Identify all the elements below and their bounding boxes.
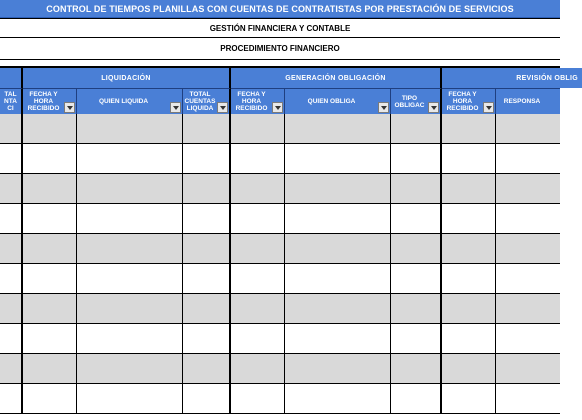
group-header-liquidacion: LIQUIDACIÓN [23, 68, 231, 88]
table-cell[interactable] [391, 324, 442, 354]
column-header-fecha-hora-recibido-generacion[interactable] [231, 88, 285, 114]
table-cell[interactable] [442, 324, 496, 354]
table-cell[interactable] [0, 144, 23, 174]
column-label: TAL NTA CI [4, 91, 17, 112]
table-cell[interactable] [231, 174, 285, 204]
table-row [0, 294, 560, 324]
table-cell[interactable] [77, 384, 183, 414]
table-cell[interactable] [442, 144, 496, 174]
filter-dropdown-icon[interactable] [378, 102, 389, 113]
table-cell[interactable] [183, 234, 231, 264]
table-cell[interactable] [77, 354, 183, 384]
column-header-fecha-hora-recibido-liquidacion[interactable] [23, 88, 77, 114]
table-cell[interactable] [391, 294, 442, 324]
spacer-row [0, 60, 560, 68]
column-header-tipo-obligacion[interactable] [391, 88, 442, 114]
table-cell[interactable] [442, 294, 496, 324]
table-cell[interactable] [496, 144, 560, 174]
table-cell[interactable] [285, 384, 391, 414]
table-row [0, 204, 560, 234]
table-cell[interactable] [231, 294, 285, 324]
table-cell[interactable] [442, 264, 496, 294]
table-cell[interactable] [285, 264, 391, 294]
table-cell[interactable] [23, 204, 77, 234]
table-cell[interactable] [285, 294, 391, 324]
table-cell[interactable] [285, 144, 391, 174]
table-cell[interactable] [0, 294, 23, 324]
table-cell[interactable] [0, 114, 23, 144]
table-cell[interactable] [391, 264, 442, 294]
table-cell[interactable] [183, 114, 231, 144]
table-cell[interactable] [285, 234, 391, 264]
table-cell[interactable] [183, 144, 231, 174]
filter-dropdown-icon[interactable] [483, 102, 494, 113]
table-cell[interactable] [0, 354, 23, 384]
table-cell[interactable] [77, 114, 183, 144]
table-cell[interactable] [0, 204, 23, 234]
table-cell[interactable] [496, 234, 560, 264]
table-cell[interactable] [77, 264, 183, 294]
table-row [0, 354, 560, 384]
table-cell[interactable] [77, 234, 183, 264]
group-header-generacion-obligacion: GENERACIÓN OBLIGACIÓN [231, 68, 442, 88]
table-cell[interactable] [496, 204, 560, 234]
table-cell[interactable] [496, 264, 560, 294]
group-header-revision-obligacion: REVISIÓN OBLIG [442, 68, 582, 88]
column-label: QUIEN OBLIGA [307, 98, 356, 105]
table-row [0, 384, 560, 420]
table-cell[interactable] [183, 174, 231, 204]
table-cell[interactable] [391, 234, 442, 264]
table-cell[interactable] [183, 354, 231, 384]
column-header-fecha-hora-recibido-revision[interactable] [442, 88, 496, 114]
table-cell[interactable] [391, 114, 442, 144]
table-cell[interactable] [231, 324, 285, 354]
filter-dropdown-icon[interactable] [272, 102, 283, 113]
table-cell[interactable] [442, 234, 496, 264]
column-header-total-cuentas-liquidadas[interactable] [183, 88, 231, 114]
table-cell[interactable] [285, 324, 391, 354]
table-cell[interactable] [442, 174, 496, 204]
table-cell[interactable] [285, 114, 391, 144]
table-cell[interactable] [442, 384, 496, 414]
table-cell[interactable] [0, 174, 23, 204]
table-cell[interactable] [496, 294, 560, 324]
table-cell[interactable] [231, 264, 285, 294]
column-header-total-cuenta[interactable] [0, 88, 23, 114]
table-cell[interactable] [23, 384, 77, 414]
filter-dropdown-icon[interactable] [64, 102, 75, 113]
table-cell[interactable] [183, 294, 231, 324]
table-cell[interactable] [231, 384, 285, 414]
column-label: FECHA Y HORA RECIBIDO [235, 91, 268, 112]
table-cell[interactable] [442, 354, 496, 384]
column-header-quien-liquida[interactable] [77, 88, 183, 114]
table-cell[interactable] [496, 324, 560, 354]
table-cell[interactable] [183, 264, 231, 294]
table-cell[interactable] [77, 204, 183, 234]
table-cell[interactable] [77, 324, 183, 354]
table-cell[interactable] [391, 144, 442, 174]
column-header-quien-obliga[interactable] [285, 88, 391, 114]
filter-dropdown-icon[interactable] [170, 102, 181, 113]
table-cell[interactable] [231, 114, 285, 144]
filter-dropdown-icon[interactable] [217, 102, 228, 113]
table-cell[interactable] [496, 174, 560, 204]
table-cell[interactable] [496, 354, 560, 384]
table-cell[interactable] [183, 204, 231, 234]
table-cell[interactable] [231, 144, 285, 174]
table-cell[interactable] [285, 204, 391, 234]
sheet-subtitle-procedure: PROCEDIMIENTO FINANCIERO [0, 38, 560, 60]
column-header-responsable[interactable] [496, 88, 560, 114]
table-cell[interactable] [23, 324, 77, 354]
filter-dropdown-icon[interactable] [428, 102, 439, 113]
table-row [0, 114, 560, 144]
table-cell[interactable] [183, 324, 231, 354]
table-cell[interactable] [0, 384, 23, 414]
sheet-subtitle-area: GESTIÓN FINANCIERA Y CONTABLE [0, 18, 560, 38]
table-cell[interactable] [442, 204, 496, 234]
table-cell[interactable] [285, 174, 391, 204]
table-cell[interactable] [23, 294, 77, 324]
sheet-title: CONTROL DE TIEMPOS PLANILLAS CON CUENTAS DE CONTRATISTAS POR PRESTACIÓN DE SERVICIOS [0, 0, 560, 18]
table-cell[interactable] [442, 114, 496, 144]
table-cell[interactable] [391, 174, 442, 204]
table-cell[interactable] [391, 204, 442, 234]
table-cell[interactable] [23, 174, 77, 204]
column-label: FECHA Y HORA RECIBIDO [446, 91, 479, 112]
table-row [0, 264, 560, 294]
table-cell[interactable] [496, 114, 560, 144]
table-cell[interactable] [77, 144, 183, 174]
table-cell[interactable] [231, 354, 285, 384]
table-row [0, 174, 560, 204]
table-cell[interactable] [0, 234, 23, 264]
group-header-left [0, 68, 23, 88]
table-row [0, 324, 560, 354]
table-cell[interactable] [23, 264, 77, 294]
table-cell[interactable] [23, 114, 77, 144]
table-cell[interactable] [183, 384, 231, 414]
column-label: QUIEN LIQUIDA [98, 98, 149, 105]
table-cell[interactable] [23, 354, 77, 384]
column-label: TIPO OBLIGAC [394, 94, 425, 109]
table-cell[interactable] [496, 384, 560, 414]
table-cell[interactable] [23, 144, 77, 174]
table-cell[interactable] [0, 324, 23, 354]
table-cell[interactable] [77, 174, 183, 204]
column-label: FECHA Y HORA RECIBIDO [27, 91, 60, 112]
table-row [0, 144, 560, 174]
table-cell[interactable] [285, 354, 391, 384]
column-label: TOTAL CUENTAS LIQUIDA [184, 91, 216, 112]
table-cell[interactable] [391, 354, 442, 384]
table-cell[interactable] [231, 204, 285, 234]
table-cell[interactable] [231, 234, 285, 264]
table-cell[interactable] [391, 384, 442, 414]
table-cell[interactable] [77, 294, 183, 324]
table-cell[interactable] [23, 234, 77, 264]
table-cell[interactable] [0, 264, 23, 294]
column-label: RESPONSA [503, 98, 541, 105]
table-row [0, 234, 560, 264]
